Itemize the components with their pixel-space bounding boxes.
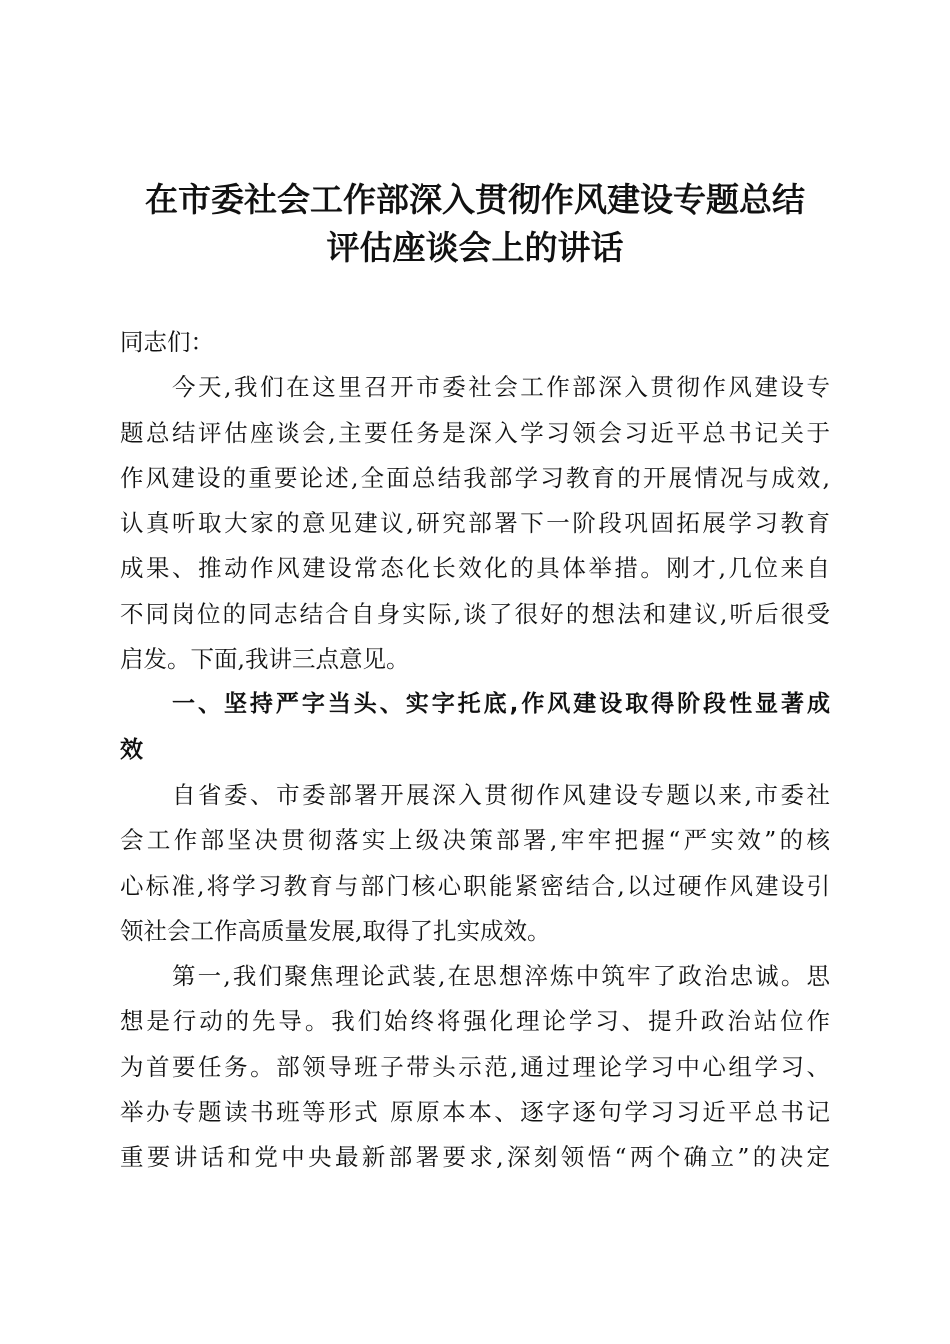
text-line: 重要讲话和党中央最新部署要求,深刻领悟“两个确立”的决定 <box>120 1143 830 1172</box>
text-line: 领社会工作高质量发展,取得了扎实成效。 <box>120 916 551 945</box>
document-body <box>120 320 830 1181</box>
title-line: 在市委社会工作部深入贯彻作风建设专题总结 <box>145 180 805 219</box>
title-line: 评估座谈会上的讲话 <box>326 228 624 267</box>
paragraph-opening <box>120 365 830 682</box>
heading-line: 效 <box>120 736 143 763</box>
document-title <box>110 176 840 272</box>
text-line: 作风建设的重要论述,全面总结我部学习教育的开展情况与成效, <box>120 463 830 492</box>
text-line: 认真听取大家的意见建议,研究部署下一阶段巩固拓展学习教育 <box>120 509 830 538</box>
heading-line: 一、坚持严字当头、实字托底,作风建设取得阶段性显著成 <box>172 691 830 718</box>
text-line: 题总结评估座谈会,主要任务是深入学习领会习近平总书记关于 <box>120 418 830 447</box>
text-line: 成果、推动作风建设常态化长效化的具体举措。刚才,几位来自 <box>120 554 830 583</box>
text-line: 启发。下面,我讲三点意见。 <box>120 645 410 674</box>
paragraph-first-point <box>120 954 830 1180</box>
text-line: 举办专题读书班等形式 原原本本、逐字逐句学习习近平总书记 <box>120 1098 830 1127</box>
section-heading-1 <box>120 682 830 773</box>
text-line: 不同岗位的同志结合自身实际,谈了很好的想法和建议,听后很受 <box>120 599 830 628</box>
text-line: 今天,我们在这里召开市委社会工作部深入贯彻作风建设专 <box>172 373 830 402</box>
text-line: 想是行动的先导。我们始终将强化理论学习、提升政治站位作 <box>120 1007 830 1036</box>
text-line: 自省委、市委部署开展深入贯彻作风建设专题以来,市委社 <box>172 780 830 809</box>
paragraph-section1-intro <box>120 773 830 954</box>
salutation: 同志们： <box>120 328 214 356</box>
text-line: 为首要任务。部领导班子带头示范,通过理论学习中心组学习、 <box>120 1052 830 1081</box>
text-line: 心标准,将学习教育与部门核心职能紧密结合,以过硬作风建设引 <box>120 871 830 900</box>
text-line: 会工作部坚决贯彻落实上级决策部署,牢牢把握“严实效”的核 <box>120 826 830 855</box>
text-line: 第一,我们聚焦理论武装,在思想淬炼中筑牢了政治忠诚。思 <box>172 962 830 991</box>
